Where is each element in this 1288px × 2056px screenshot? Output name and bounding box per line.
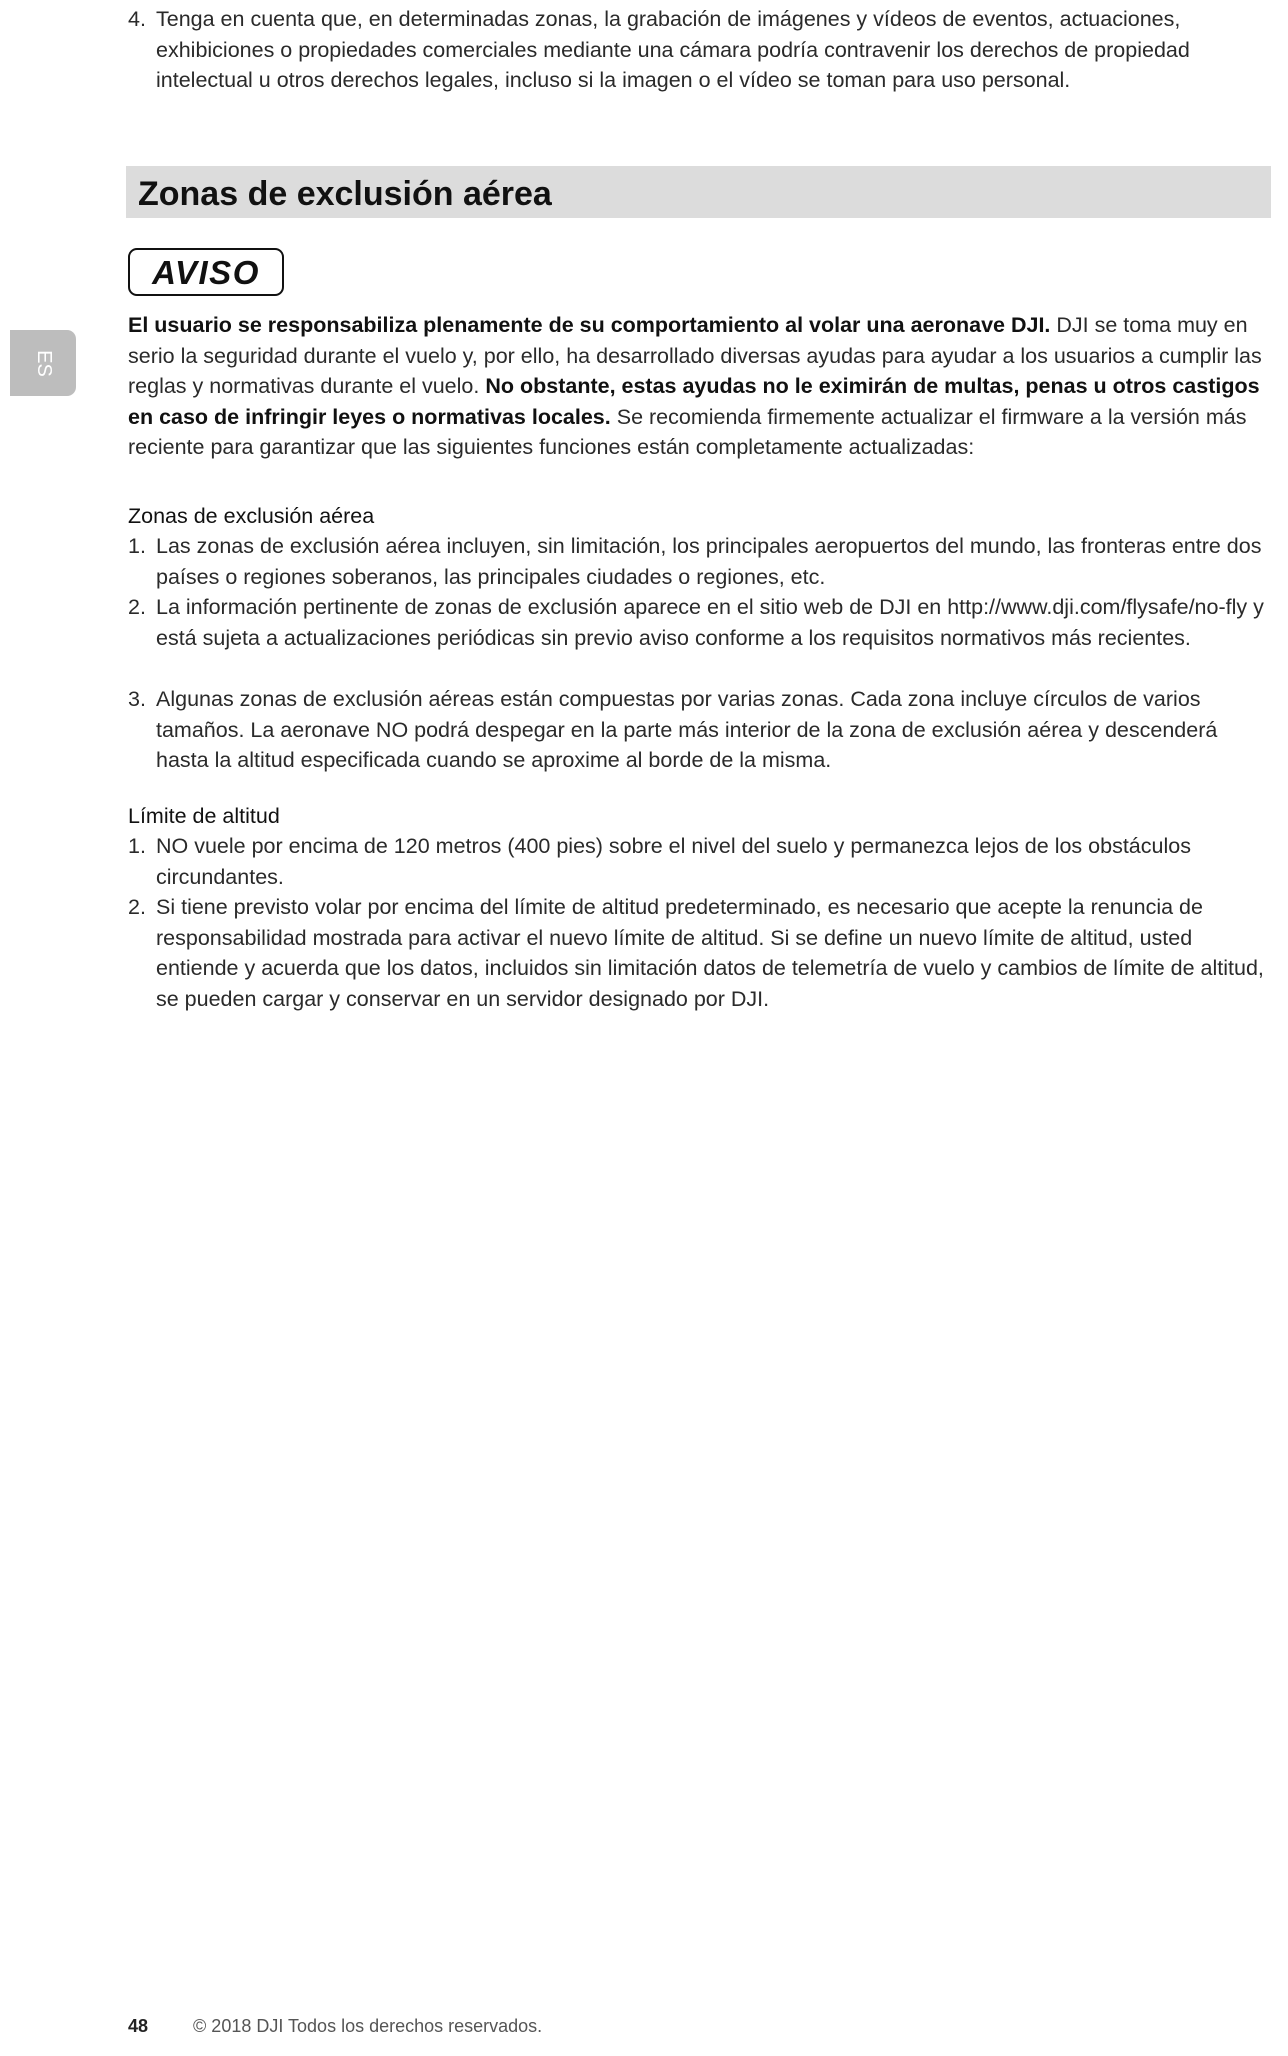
intro-list-item: [128, 4, 1268, 96]
list-text: Las zonas de exclusión aérea incluyen, sin limitación, los principales aeropuertos del mundo, las fronteras entre dos países o regiones soberanos, las principales ciudades o regiones, etc.: [156, 534, 1262, 589]
list-text: Algunas zonas de exclusión aéreas están compuestas por varias zonas. Cada zona incluye círculos de varios tamaños. La aeronave NO podrá despegar en la parte más interior de la zona de exclusión aérea y descenderá hasta la altitud especificada cuando se aproxime al borde de la misma.: [156, 687, 1218, 772]
notice-text-1: DJI se toma muy en serio la seguridad durante el vuelo y, por ello, ha desarrollado diversas ayudas para ayudar a los usuarios a cumplir las reglas y normativas durante el vuelo.: [128, 313, 1262, 398]
no-fly-list-item: [128, 531, 1268, 592]
page-number: 48: [128, 2016, 149, 2036]
section-title: Zonas de exclusión aérea: [138, 175, 552, 213]
list-number: 3.: [128, 687, 146, 711]
section-header-band: [126, 166, 1271, 218]
notice-bold-lead: El usuario se responsabiliza plenamente de su comportamiento al volar una aeronave DJI.: [128, 313, 1051, 337]
list-text: La información pertinente de zonas de exclusión aparece en el sitio web de DJI en http://www.dji.com/flysafe/no-fly y está sujeta a actualizaciones periódicas sin previo aviso conforme a los requisitos normativos más recientes.: [156, 595, 1264, 650]
list-number: 4.: [128, 7, 146, 31]
list-number: 2.: [128, 595, 146, 619]
list-text: NO vuele por encima de 120 metros (400 pies) sobre el nivel del suelo y permanezca lejos de los obstáculos circundantes.: [156, 834, 1191, 889]
altitude-heading: Límite de altitud: [128, 804, 280, 828]
notice-text-2: Se recomienda firmemente actualizar el firmware a la versión más reciente para garantizar que las siguientes funciones están completamente actualizadas:: [128, 404, 1247, 459]
list-text: Tenga en cuenta que, en determinadas zonas, la grabación de imágenes y vídeos de eventos, actuaciones, exhibiciones o propiedades comerciales mediante una cámara podría contravenir los derechos de propiedad intelectual u otros derechos legales, incluso si la imagen o el vídeo se toman para uso personal.: [156, 7, 1190, 92]
no-fly-list-item: [128, 684, 1268, 776]
altitude-list-item: [128, 831, 1268, 892]
notice-paragraph: [128, 310, 1270, 463]
altitude-list-item: [128, 892, 1268, 1014]
no-fly-heading: Zonas de exclusión aérea: [128, 504, 375, 528]
notice-badge-label: AVISO: [152, 253, 260, 291]
list-text: Si tiene previsto volar por encima del límite de altitud predeterminado, es necesario que acepte la renuncia de responsabilidad mostrada para activar el nuevo límite de altitud. Si se define un nuevo límite de altitud, usted entiende y acuerda que los datos, incluidos sin limitación datos de telemetría de vuelo y cambios de límite de altitud, se pueden cargar y conservar en un servidor designado por DJI.: [156, 895, 1264, 1011]
list-number: 1.: [128, 534, 146, 558]
notice-badge: [128, 248, 284, 296]
notice-bold-2: No obstante, estas ayudas no le eximirán de multas, penas u otros castigos en caso de infringir leyes o normativas locales.: [128, 374, 1260, 429]
no-fly-list-item: [128, 592, 1268, 653]
copyright-text: © 2018 DJI Todos los derechos reservados.: [193, 2016, 543, 2036]
language-tab-label: ES: [32, 349, 55, 377]
page-footer: [128, 2014, 542, 2038]
list-number: 1.: [128, 834, 146, 858]
list-number: 2.: [128, 895, 146, 919]
language-tab: [10, 330, 76, 396]
